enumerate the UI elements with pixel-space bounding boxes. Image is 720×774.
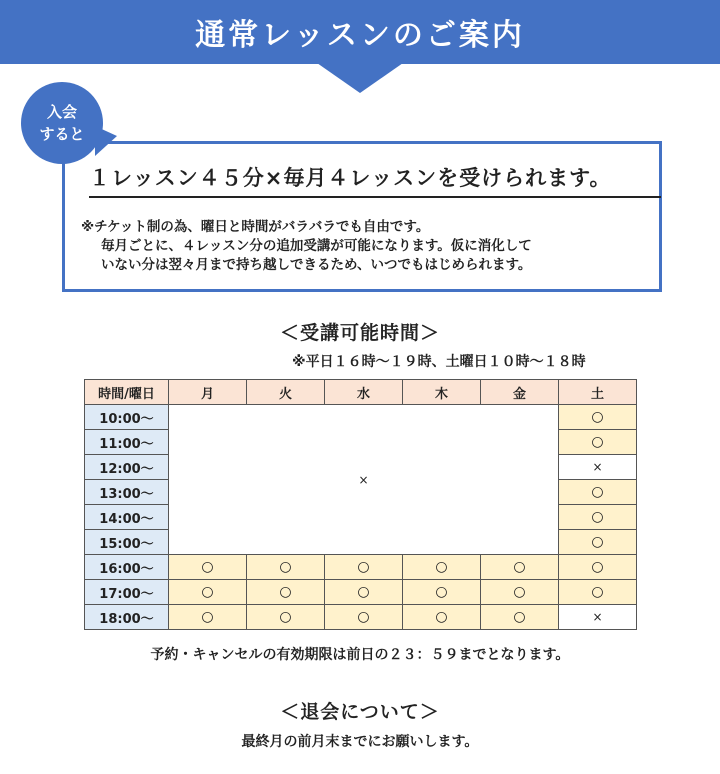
table-row <box>85 580 637 605</box>
slot-thu-1600: ○ <box>403 555 481 580</box>
slot-mon-1800: ○ <box>169 605 247 630</box>
slot-sat-1500: ○ <box>559 530 637 555</box>
join-badge-line2: すると <box>39 125 85 143</box>
schedule-table <box>84 379 637 630</box>
day-header-thu: 木 <box>403 380 481 405</box>
time-label: 10:00～ <box>85 405 169 430</box>
slot-wed-1600: ○ <box>325 555 403 580</box>
join-badge-line1: 入会 <box>46 103 77 121</box>
day-header-sat: 土 <box>559 380 637 405</box>
banner-arrow <box>317 63 403 93</box>
slot-sat-1700: ○ <box>559 580 637 605</box>
withdraw-note: 最終月の前月末までにお願いします。 <box>241 734 479 750</box>
day-header-tue: 火 <box>247 380 325 405</box>
slot-thu-1800: ○ <box>403 605 481 630</box>
slot-tue-1600: ○ <box>247 555 325 580</box>
slot-sat-1100: ○ <box>559 430 637 455</box>
slot-sat-1600: ○ <box>559 555 637 580</box>
time-label: 18:00～ <box>85 605 169 630</box>
slot-sat-1300: ○ <box>559 480 637 505</box>
slot-tue-1700: ○ <box>247 580 325 605</box>
slot-mon-1600: ○ <box>169 555 247 580</box>
time-label: 14:00～ <box>85 505 169 530</box>
slot-sat-1000: ○ <box>559 405 637 430</box>
slot-thu-1700: ○ <box>403 580 481 605</box>
slot-sat-1400: ○ <box>559 505 637 530</box>
schedule-note: ※平日１６時～１９時、土曜日１０時～１８時 <box>292 354 586 370</box>
table-row <box>85 605 637 630</box>
schedule-title: ＜受講可能時間＞ <box>279 322 440 344</box>
day-header-mon: 月 <box>169 380 247 405</box>
weekday-closed-cell: × <box>169 405 559 555</box>
schedule-header-row <box>85 380 637 405</box>
slot-sat-1200: × <box>559 455 637 480</box>
page-banner <box>0 0 720 64</box>
slot-mon-1700: ○ <box>169 580 247 605</box>
slot-fri-1800: ○ <box>481 605 559 630</box>
corner-header: 時間/曜日 <box>85 380 169 405</box>
withdraw-title: ＜退会について＞ <box>280 701 440 723</box>
lesson-headline: １レッスン４５分×毎月４レッスンを受けられます。 <box>89 162 661 198</box>
slot-tue-1800: ○ <box>247 605 325 630</box>
slot-fri-1700: ○ <box>481 580 559 605</box>
day-header-wed: 水 <box>325 380 403 405</box>
time-label: 15:00～ <box>85 530 169 555</box>
slot-wed-1700: ○ <box>325 580 403 605</box>
cancel-deadline-note: 予約・キャンセルの有効期限は前日の２３：５９までとなります。 <box>150 647 570 663</box>
lesson-info-box <box>62 141 662 292</box>
time-label: 12:00～ <box>85 455 169 480</box>
slot-sat-1800: × <box>559 605 637 630</box>
lesson-note-line: いない分は翌々月まで持ち越しできるため、いつでもはじめられます。 <box>101 257 532 273</box>
slot-wed-1800: ○ <box>325 605 403 630</box>
time-label: 13:00～ <box>85 480 169 505</box>
table-row <box>85 405 637 430</box>
page-title: 通常レッスンのご案内 <box>195 18 525 53</box>
slot-fri-1600: ○ <box>481 555 559 580</box>
day-header-fri: 金 <box>481 380 559 405</box>
lesson-note-line: ※チケット制の為、曜日と時間がバラバラでも自由です。 <box>81 219 430 235</box>
time-label: 11:00～ <box>85 430 169 455</box>
join-badge <box>21 82 103 164</box>
table-row <box>85 555 637 580</box>
lesson-note <box>81 218 651 275</box>
time-label: 17:00～ <box>85 580 169 605</box>
lesson-note-line: 毎月ごとに、４レッスン分の追加受講が可能になります。仮に消化して <box>101 238 532 254</box>
time-label: 16:00～ <box>85 555 169 580</box>
